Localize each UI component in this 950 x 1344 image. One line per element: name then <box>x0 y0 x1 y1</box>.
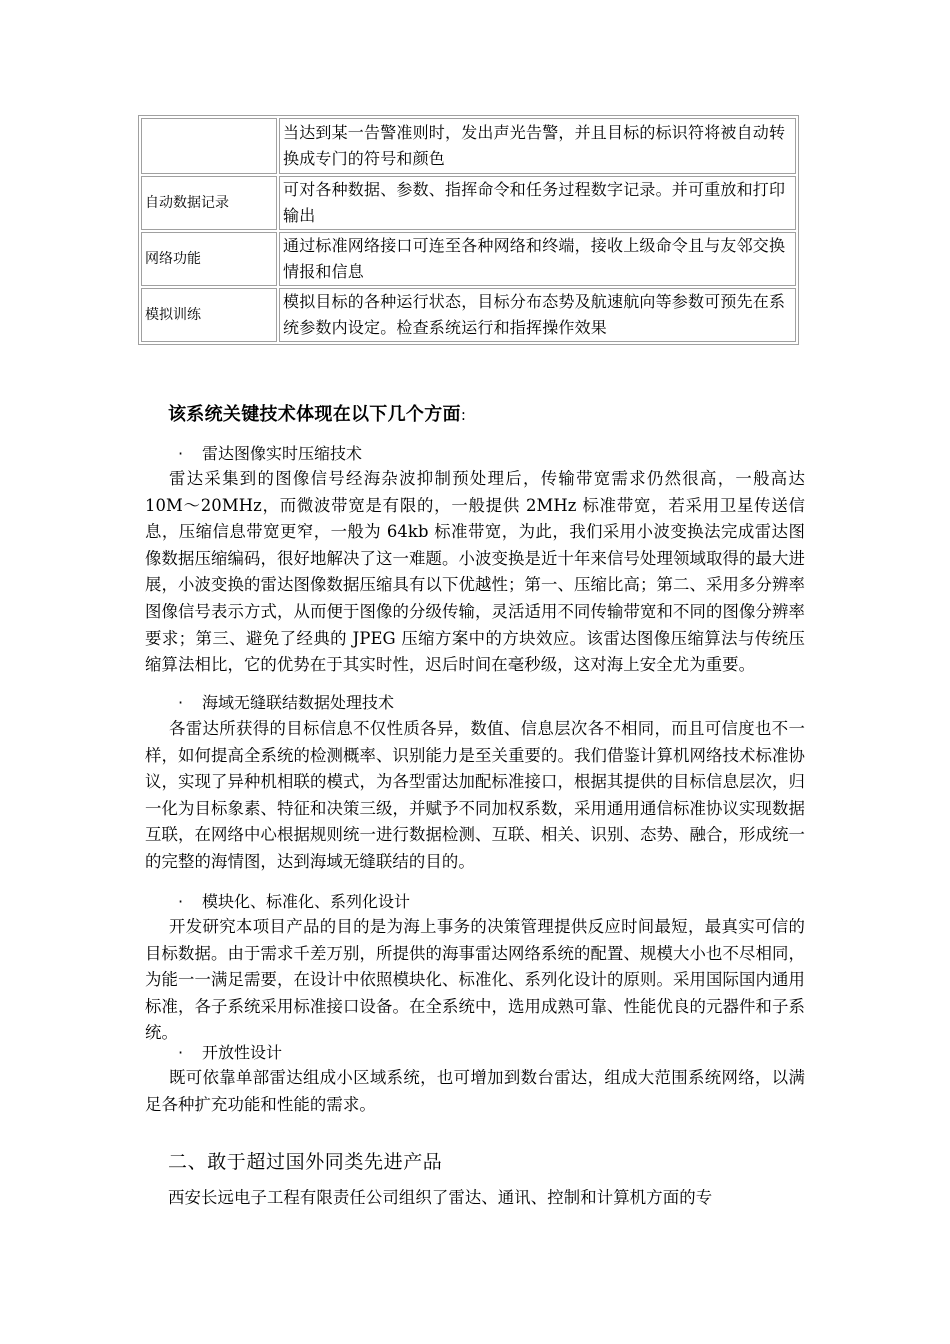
key-tech-heading <box>168 400 466 430</box>
bullet-dot-icon: · <box>178 892 184 911</box>
bullet-title-text: 开放性设计 <box>202 1043 283 1062</box>
feature-desc-cell: 模拟目标的各种运行状态，目标分布态势及航速航向等参数可预先在系统参数内设定。检查系统运行和指挥操作效果 <box>279 288 796 342</box>
section-paragraph: 西安长远电子工程有限责任公司组织了雷达、通讯、控制和计算机方面的专 <box>168 1188 713 1207</box>
bullet-dot-icon: · <box>178 444 184 463</box>
bullet-item-title <box>178 690 394 716</box>
bullet-paragraph: 各雷达所获得的目标信息不仅性质各异，数值、信息层次各不相同，而且可信度也不一样，如何提高全系统的检测概率、识别能力是至关重要的。我们借鉴计算机网络技术标准协议，实现了异种机相联的模式，为各型雷达加配标准接口，根据其提供的目标信息层次，归一化为目标象素、特征和决策三级，并赋予不同加权系数，采用通用通信标准协议实现数据互联，在网络中心根据规则统一进行数据检测、互联、相关、识别、态势、融合，形成统一的完整的海情图，达到海域无缝联结的目的。 <box>145 719 805 871</box>
feature-table <box>138 115 799 345</box>
bullet-title-text: 海域无缝联结数据处理技术 <box>202 693 395 712</box>
bullet-paragraph: 雷达采集到的图像信号经海杂波抑制预处理后，传输带宽需求仍然很高，一般高达 10M～20MHz，而微波带宽是有限的，一般提供 2MHz 标准带宽，若采用卫星传送信息，压缩信息带宽更窄，一般为 64kb 标准带宽，为此，我们采用小波变换法完成雷达图像数据压缩编码，很好地解决了这一难题。小波变换是近十年来信号处理领域取得的最大进展，小波变换的雷达图像数据压缩具有以下优越性；第一、压缩比高；第二、采用多分辨率图像信号表示方式，从而便于图像的分级传输，灵活适用不同传输带宽和不同的图像分辨率要求；第三、避免了经典的 JPEG 压缩方案中的方块效应。该雷达图像压缩算法与传统压缩算法相比，它的优势在于其实时性，迟后时间在毫秒级，这对海上安全尤为重要。 <box>145 469 805 675</box>
bullet-item-title <box>178 1040 282 1066</box>
feature-desc-cell: 通过标准网络接口可连至各种网络和终端，接收上级命令且与友邻交换情报和信息 <box>279 232 796 286</box>
feature-name-cell: 模拟训练 <box>141 288 277 342</box>
bullet-item-title <box>178 441 362 467</box>
section-title: 二、敢于超过国外同类先进产品 <box>168 1151 443 1173</box>
table-row <box>141 176 796 230</box>
bullet-title-text: 模块化、标准化、系列化设计 <box>202 892 411 911</box>
bullet-item-title <box>178 889 410 915</box>
bullet-title-text: 雷达图像实时压缩技术 <box>202 444 363 463</box>
table-row <box>141 288 796 342</box>
bullet-dot-icon: · <box>178 693 184 712</box>
feature-name-cell: 自动数据记录 <box>141 176 277 230</box>
table-row <box>141 118 796 174</box>
feature-desc-cell: 可对各种数据、参数、指挥命令和任务过程数字记录。并可重放和打印输出 <box>279 176 796 230</box>
feature-name-cell <box>141 118 277 174</box>
bullet-paragraph: 既可依靠单部雷达组成小区域系统，也可增加到数台雷达，组成大范围系统网络，以满足各种扩充功能和性能的需求。 <box>145 1068 805 1114</box>
table-row <box>141 232 796 286</box>
feature-name-cell: 网络功能 <box>141 232 277 286</box>
bullet-paragraph: 开发研究本项目产品的目的是为海上事务的决策管理提供反应时间最短，最真实可信的目标数据。由于需求千差万别，所提供的海事雷达网络系统的配置、规模大小也不尽相同，为能一一满足需要，在设计中依照模块化、标准化、系列化设计的原则。采用国际国内通用标准，各子系统采用标准接口设备。在全系统中，选用成熟可靠、性能优良的元器件和子系统。 <box>145 917 805 1043</box>
bullet-dot-icon: · <box>178 1043 184 1062</box>
key-tech-heading-text: 该系统关键技术体现在以下几个方面 <box>168 404 461 425</box>
key-tech-heading-colon: : <box>460 406 467 424</box>
feature-desc-cell: 当达到某一告警准则时，发出声光告警，并且目标的标识符将被自动转换成专门的符号和颜色 <box>279 118 796 174</box>
